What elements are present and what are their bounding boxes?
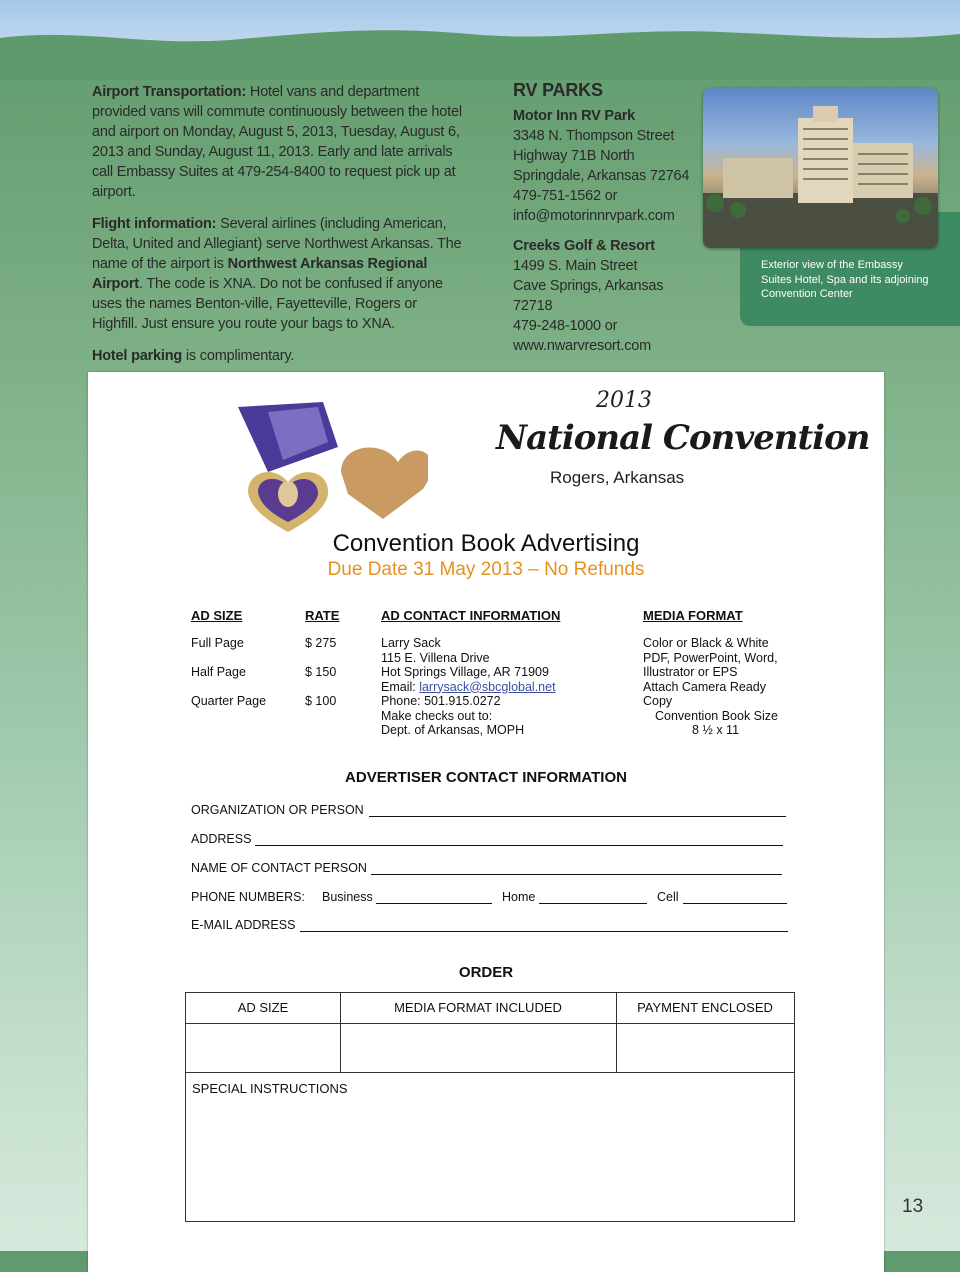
order-title: ORDER <box>458 964 514 981</box>
park-line: www.nwarvresort.com <box>513 338 652 354</box>
media-line: Copy <box>643 694 673 708</box>
book-title: Convention Book Advertising <box>332 530 640 557</box>
park-line: 1499 S. Main Street <box>513 258 638 274</box>
rv-parks-title: RV PARKS <box>513 80 603 100</box>
business-label: Business <box>322 890 373 904</box>
contact-payee: Dept. of Arkansas, MOPH <box>381 723 525 737</box>
media-block <box>643 636 778 738</box>
ad-size-quarter: Quarter Page <box>191 694 267 708</box>
media-size-value: 8 ½ x 11 <box>692 723 740 737</box>
home-label: Home <box>502 890 536 904</box>
contact-phone: Phone: 501.915.0272 <box>381 694 501 708</box>
purple-heart-medal-icon <box>228 402 428 532</box>
airport-paragraph <box>92 82 464 202</box>
hills-decoration <box>0 20 960 80</box>
contact-checks: Make checks out to: <box>381 708 493 723</box>
divider <box>616 993 617 1072</box>
airport-text: Hotel vans and department provided vans will commute continuously between the hotel and airport on Monday, August 5, 2013, Tuesday, August 6, 2013 and Sunday, August 11, 2013. Early and late arrivals call Embassy Suites at 479-254-8400 to request pick up at airport. <box>92 84 462 200</box>
convention-year: 2013 <box>596 388 652 413</box>
order-header-payment: PAYMENT ENCLOSED <box>637 1000 773 1015</box>
park-line: Springdale, Arkansas 72764 <box>513 168 690 184</box>
contact-email-link[interactable]: larrysack@sbcglobal.net <box>419 679 556 694</box>
advertiser-title: ADVERTISER CONTACT INFORMATION <box>345 769 627 786</box>
address-label: ADDRESS <box>191 832 252 846</box>
flight-text-a: Several airlines (including American, Delta, United and Allegiant) serve Northwest Arkansas. The name of the airport is <box>92 216 462 272</box>
park-line: 479-751-1562 or <box>513 188 618 204</box>
header-contact: AD CONTACT INFORMATION <box>381 608 561 623</box>
org-label: ORGANIZATION OR PERSON <box>191 803 364 817</box>
header-media: MEDIA FORMAT <box>643 608 743 623</box>
flight-label: Flight information: <box>92 216 217 232</box>
advertising-form <box>88 372 884 1272</box>
rv-parks-column <box>513 80 703 356</box>
contact-street: 115 E. Villena Drive <box>381 650 490 665</box>
address-field[interactable] <box>255 845 783 846</box>
ad-size-half: Half Page <box>191 665 246 679</box>
email-label: Email: <box>381 679 420 694</box>
contact-city: Hot Springs Village, AR 71909 <box>381 665 549 679</box>
contact-person-label: NAME OF CONTACT PERSON <box>191 861 367 875</box>
hotel-photo <box>703 88 938 248</box>
convention-title: National Convention <box>496 418 870 458</box>
parking-label: Hotel parking <box>92 348 183 364</box>
header-rate: RATE <box>305 608 340 623</box>
cell-phone-field[interactable] <box>683 903 787 904</box>
media-line: PDF, PowerPoint, Word, <box>643 650 778 665</box>
park-line: 479-248-1000 or <box>513 318 618 334</box>
flight-text-b: . The code is XNA. Do not be confused if anyone uses the names Benton-ville, Fayetteville, Rogers or Highfill. Just ensure you route your bags to XNA. <box>92 276 443 332</box>
phone-label: PHONE NUMBERS: <box>191 890 305 904</box>
flight-paragraph <box>92 214 464 334</box>
divider <box>186 1023 794 1024</box>
business-phone-field[interactable] <box>376 903 492 904</box>
contact-block <box>381 636 556 738</box>
park-line: Cave Springs, Arkansas 72718 <box>513 278 664 314</box>
park-name: Motor Inn RV Park <box>513 108 636 124</box>
park-line: info@motorinnrvpark.com <box>513 208 675 224</box>
photo-caption: Exterior view of the Embassy Suites Hotel, Spa and its adjoining Convention Center <box>761 259 929 300</box>
special-instructions-label: SPECIAL INSTRUCTIONS <box>192 1081 348 1096</box>
rate-half: $ 150 <box>305 665 337 679</box>
rate-full: $ 275 <box>305 636 337 650</box>
cell-label: Cell <box>657 890 679 904</box>
park-line: 3348 N. Thompson Street <box>513 128 675 144</box>
header-ad-size: AD SIZE <box>191 608 243 623</box>
parking-text: is complimentary. <box>182 348 295 364</box>
airport-label: Airport Transportation: <box>92 84 247 100</box>
convention-place: Rogers, Arkansas <box>550 468 685 487</box>
contact-person-field[interactable] <box>371 874 782 875</box>
park-name: Creeks Golf & Resort <box>513 238 655 254</box>
due-date: Due Date 31 May 2013 – No Refunds <box>327 559 645 580</box>
contact-email-line <box>381 680 556 695</box>
media-line: Attach Camera Ready <box>643 679 766 694</box>
order-table <box>185 992 795 1222</box>
media-size-label: Convention Book Size <box>655 708 778 723</box>
divider <box>340 993 341 1072</box>
media-line: Color or Black & White <box>643 636 769 650</box>
order-header-media: MEDIA FORMAT INCLUDED <box>394 1000 562 1015</box>
park-line: Highway 71B North <box>513 148 635 164</box>
parking-paragraph <box>92 346 464 366</box>
order-header-ad-size: AD SIZE <box>237 1000 289 1015</box>
email-address-field[interactable] <box>300 931 788 932</box>
rate-quarter: $ 100 <box>305 694 337 708</box>
hotel-illustration <box>703 88 938 248</box>
email-address-label: E-MAIL ADDRESS <box>191 918 296 932</box>
org-field[interactable] <box>369 816 786 817</box>
media-line: Illustrator or EPS <box>643 665 738 679</box>
divider <box>186 1072 794 1073</box>
home-phone-field[interactable] <box>539 903 647 904</box>
page-number: 13 <box>902 1196 924 1217</box>
ad-size-full: Full Page <box>191 636 244 650</box>
airport-name: Northwest Arkansas Regional Airport <box>92 256 428 292</box>
left-column <box>92 82 464 378</box>
contact-name: Larry Sack <box>381 636 441 650</box>
